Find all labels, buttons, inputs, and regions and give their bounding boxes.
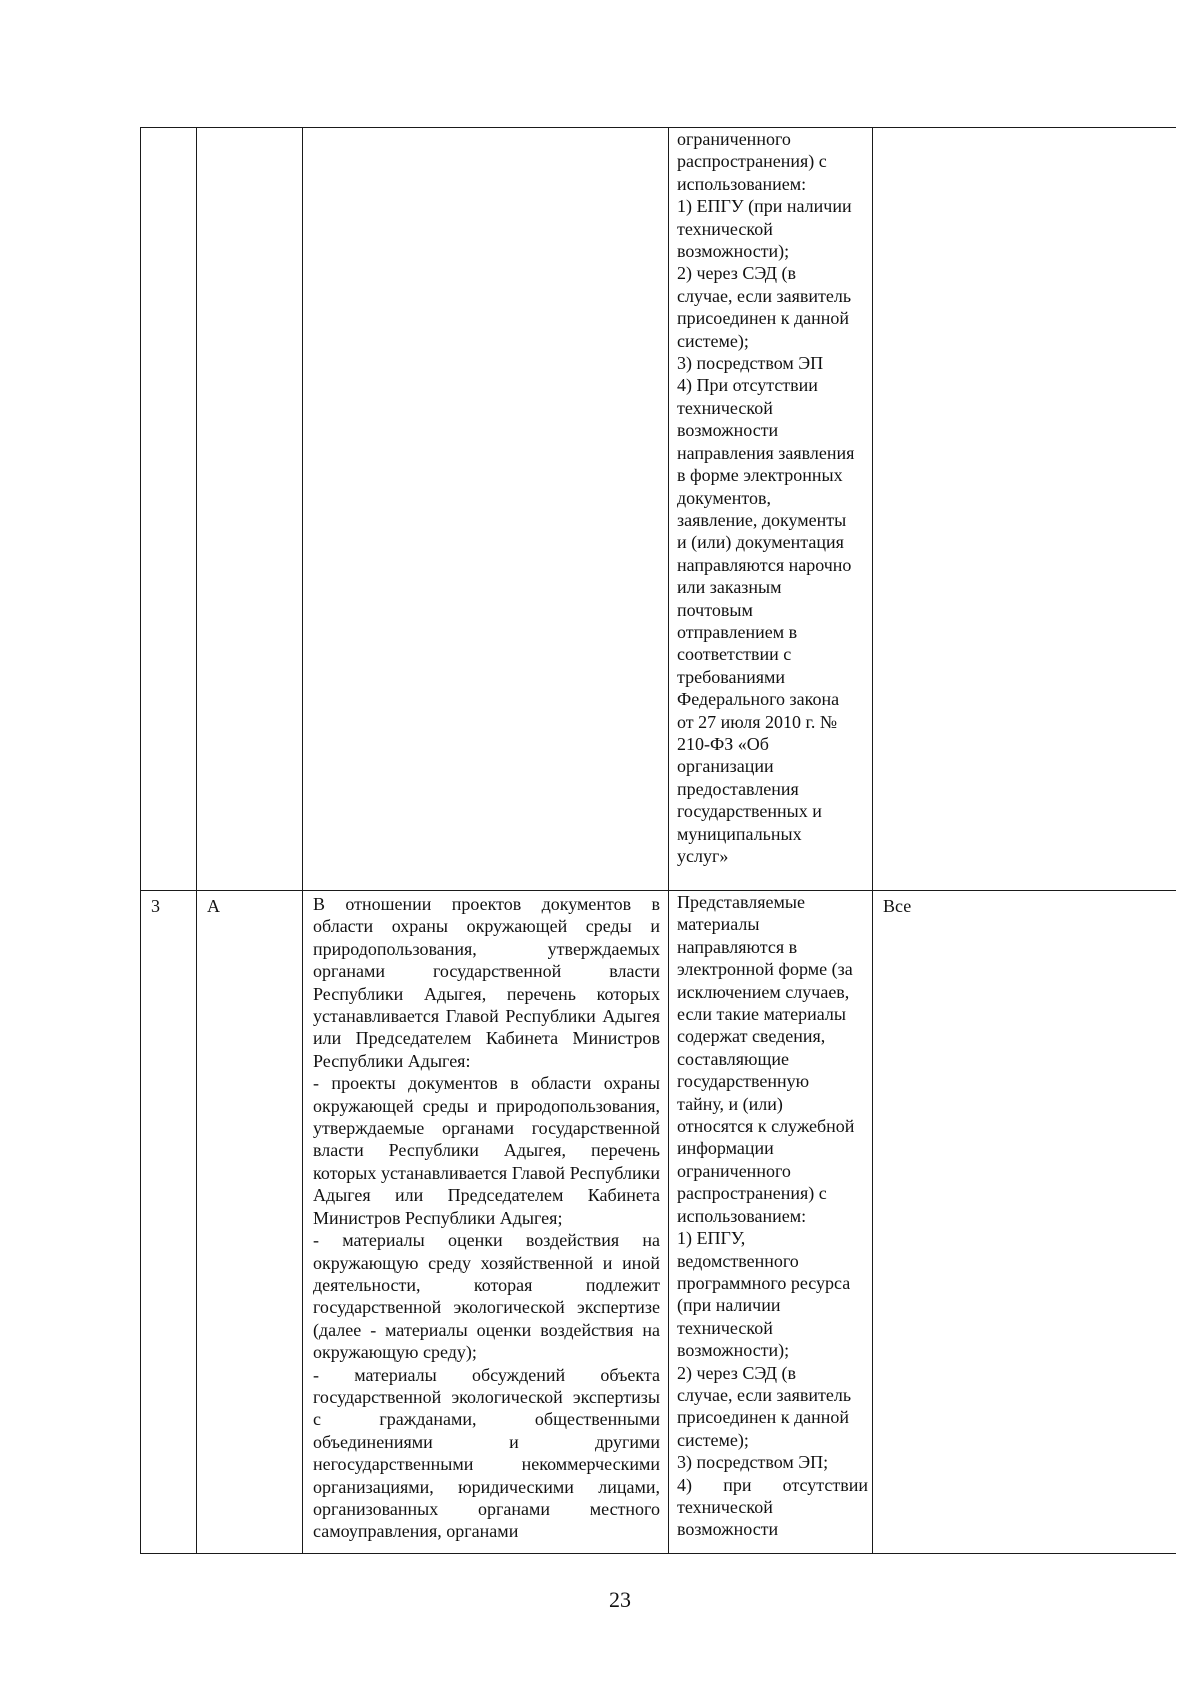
cell-description <box>303 128 669 891</box>
method-line: 1) ЕПГУ, <box>677 1228 746 1249</box>
method-line: 4) При отсутствии <box>677 375 818 396</box>
method-line: распространения) с <box>677 151 827 172</box>
method-line: технической <box>677 397 773 418</box>
method-line: Представляемые <box>677 892 805 912</box>
method-line: технической <box>677 218 773 239</box>
method-line: возможности); <box>677 1340 790 1361</box>
cell-submission-method <box>669 128 873 891</box>
method-line: системе); <box>677 330 749 351</box>
method-line: возможности); <box>677 241 790 262</box>
method-line: технической <box>677 1496 773 1517</box>
method-line: случае, если заявитель <box>677 285 852 306</box>
method-line: Федерального закона <box>677 689 840 710</box>
table-row-continued <box>141 128 1176 891</box>
method-line: заявление, документы <box>677 509 847 530</box>
method-line: в форме электронных <box>677 465 843 486</box>
method-line: присоединен к данной <box>677 1407 850 1428</box>
method-line: и (или) документация <box>677 532 844 553</box>
method-line: тайну, и (или) <box>677 1093 783 1114</box>
method-line: направляются нарочно <box>677 554 852 575</box>
method-line: электронной форме (за <box>677 959 853 980</box>
requirements-table <box>140 127 1176 1554</box>
method-line: системе); <box>677 1429 749 1450</box>
cell-scope <box>873 128 1176 891</box>
cell-submission-method <box>669 891 873 1554</box>
method-line: требованиями <box>677 666 786 687</box>
method-line: государственную <box>677 1071 810 1092</box>
method-line: 4) при отсутствии <box>677 1474 868 1495</box>
method-line: случае, если заявитель <box>677 1384 852 1405</box>
method-line: 210-ФЗ «Об <box>677 733 769 754</box>
method-line: материалы <box>677 914 760 935</box>
cell-number <box>141 128 197 891</box>
method-line: возможности <box>677 420 779 441</box>
cell-description <box>303 891 669 1554</box>
method-line: организации <box>677 756 774 777</box>
method-line: направляются в <box>677 936 798 957</box>
method-line: документов, <box>677 487 772 508</box>
page-number: 23 <box>609 1587 631 1612</box>
method-line: если такие материалы <box>677 1004 846 1025</box>
method-line: (при наличии <box>677 1295 781 1316</box>
method-line: 2) через СЭД (в <box>677 1362 797 1383</box>
method-line: ограниченного <box>677 1160 791 1181</box>
method-line: возможности <box>677 1519 779 1540</box>
method-line: присоединен к данной <box>677 308 850 329</box>
method-line: использованием: <box>677 173 807 194</box>
description-paragraph: - материалы оценки воздействия на окружающую среду хозяйственной и иной деятельности, которая подлежит государственной экологической экспертизе (далее - материалы оценки воздействия на окружающую среду); <box>313 1230 660 1363</box>
method-line: 3) посредством ЭП; <box>677 1452 829 1473</box>
method-line: технической <box>677 1317 773 1338</box>
method-line: составляющие <box>677 1048 789 1069</box>
description-paragraph: - материалы обсуждений объекта государственной экологической экспертизы с гражданами, общественными объединениями и другими негосударственными некоммерческими организациями, юридическими лицами, организованных органами местного самоуправления, органами <box>313 1364 660 1542</box>
method-line: предоставления <box>677 778 799 799</box>
method-line: ведомственного <box>677 1250 799 1271</box>
method-line: 1) ЕПГУ (при наличии <box>677 196 852 217</box>
method-line: распространения) с <box>677 1183 827 1204</box>
method-line: относятся к служебной <box>677 1116 855 1137</box>
table-row-3 <box>141 891 1176 1554</box>
method-line: исключением случаев, <box>677 981 850 1002</box>
method-line: информации <box>677 1138 774 1159</box>
method-line: соответствии с <box>677 644 792 665</box>
description-paragraph: - проекты документов в области охраны окружающей среды и природопользования, утверждаемые органами государственной власти Республики Адыгея, перечень которых устанавливается Главой Республики Адыгея или Председателем Кабинета Министров Республики Адыгея; <box>313 1073 660 1228</box>
method-line: ограниченного <box>677 129 791 149</box>
method-line: или заказным <box>677 577 782 598</box>
method-line: от 27 июля 2010 г. № <box>677 711 838 732</box>
cell-number: 3 <box>141 891 197 1554</box>
cell-code <box>197 128 303 891</box>
method-line: услуг» <box>677 846 729 866</box>
method-line: государственных и <box>677 801 822 822</box>
method-line: 3) посредством ЭП <box>677 353 824 374</box>
method-line: муниципальных <box>677 823 802 844</box>
method-line: почтовым <box>677 599 753 620</box>
method-line: 2) через СЭД (в <box>677 263 797 284</box>
method-line: содержат сведения, <box>677 1026 826 1047</box>
method-line: программного ресурса <box>677 1272 851 1293</box>
cell-scope: Все <box>873 891 1176 1554</box>
description-paragraph: В отношении проектов документов в области охраны окружающей среды и природопользования, утверждаемых органами государственной власти Республики Адыгея, перечень которых устанавливается Главой Республики Адыгея или Председателем Кабинета Министров Республики Адыгея: <box>313 894 660 1071</box>
method-line: направления заявления <box>677 442 855 463</box>
method-line: использованием: <box>677 1205 807 1226</box>
cell-code: А <box>197 891 303 1554</box>
method-line: отправлением в <box>677 621 798 642</box>
